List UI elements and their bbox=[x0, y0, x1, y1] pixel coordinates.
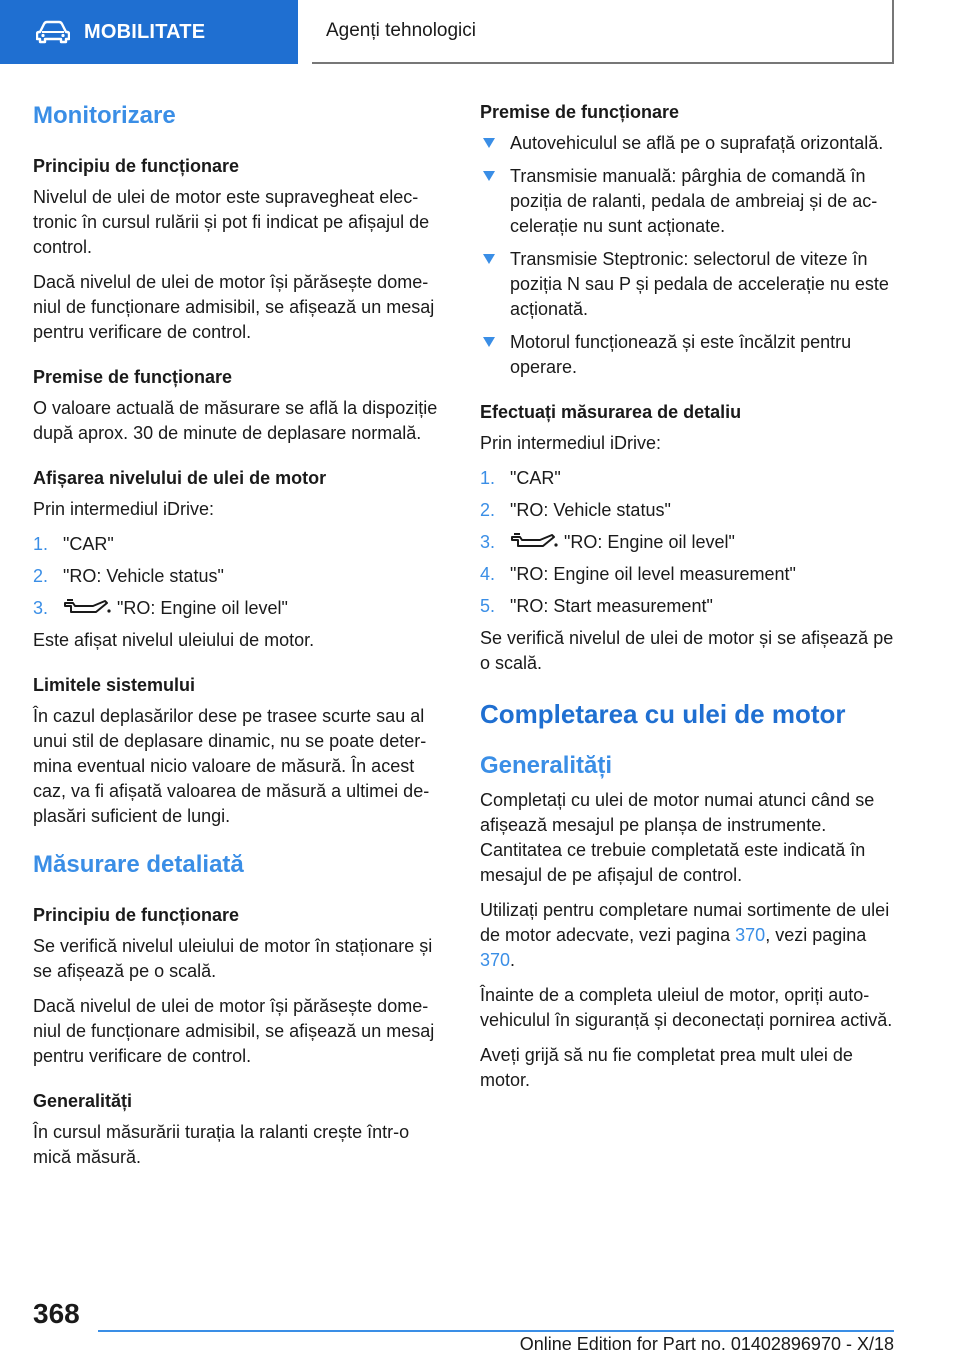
paragraph: Nivelul de ulei de motor este supravegheat electronic în cursul rulării și pot fi indicat pe afișajul de control. bbox=[33, 187, 430, 257]
block-efectuati bbox=[480, 400, 896, 676]
step-text: "RO: Vehicle status" bbox=[510, 500, 671, 520]
subheading: Generalități bbox=[33, 1091, 133, 1111]
paragraph-with-links bbox=[480, 898, 896, 973]
footer-divider bbox=[98, 1330, 894, 1332]
block-limitele bbox=[33, 673, 449, 829]
paragraph: Aveți grijă să nu fie completat prea mult ulei de motor. bbox=[480, 1045, 853, 1090]
page-link[interactable]: 370 bbox=[735, 925, 766, 945]
paragraph: Dacă nivelul de ulei de motor își părăsește domeniul de funcționare admisibil, se afișează un mesaj pentru verificare de control. bbox=[33, 272, 435, 342]
step-text: "RO: Engine oil level" bbox=[117, 598, 288, 618]
heading-generalitati: Generalități bbox=[480, 752, 613, 779]
step-text: "CAR" bbox=[63, 534, 114, 554]
list-item bbox=[480, 466, 896, 491]
heading-monitorizare: Monitorizare bbox=[33, 102, 176, 129]
subheading: Premise de funcționare bbox=[33, 367, 233, 387]
step-text: "RO: Vehicle status" bbox=[63, 566, 224, 586]
triangle-bullet-icon bbox=[483, 138, 495, 148]
paragraph: Completați cu ulei de motor numai atunci când se afișează mesajul pe planșa de instrumente. Cantitatea ce trebuie completată este indicată în mesajul de pe afișajul de control. bbox=[480, 790, 875, 885]
paragraph: În cursul măsurării turația la ralanti crește într-o mică măsură. bbox=[33, 1122, 410, 1167]
step-number: 3. bbox=[480, 532, 496, 552]
list-item bbox=[480, 164, 896, 239]
block-generalitati bbox=[33, 1089, 449, 1170]
subheading: Principiu de funcționare bbox=[33, 905, 240, 925]
block-afisarea bbox=[33, 466, 449, 653]
step-text: "CAR" bbox=[510, 468, 561, 488]
list-item bbox=[480, 330, 896, 380]
paragraph: Înainte de a completa uleiul de motor, opriți autovehiculul în siguranță și deconectați pornirea activă. bbox=[480, 985, 893, 1030]
step-text: "RO: Engine oil level measurement" bbox=[510, 564, 796, 584]
oil-can-icon bbox=[63, 597, 111, 617]
text: , vezi pagina bbox=[765, 925, 867, 945]
step-number: 5. bbox=[480, 596, 496, 616]
paragraph: În cazul deplasărilor dese pe trasee scurte sau al unui stil de deplasare dinamic, nu se poate determina eventual nicio valoare de măsură. În acest caz, va fi afișată valoarea de măsură a ultimei deplasări suficient de lungi. bbox=[33, 706, 430, 826]
step-number: 2. bbox=[33, 566, 49, 586]
page-link[interactable]: 370 bbox=[480, 950, 511, 970]
paragraph: Prin intermediul iDrive: bbox=[480, 433, 662, 453]
paragraph: Dacă nivelul de ulei de motor își părăsește domeniul de funcționare admisibil, se afișează un mesaj pentru verificare de control. bbox=[33, 996, 435, 1066]
subheading: Limitele sistemului bbox=[33, 675, 196, 695]
subheading: Afișarea nivelului de ulei de motor bbox=[33, 468, 327, 488]
block-principiu bbox=[33, 154, 449, 345]
steps-list bbox=[33, 532, 449, 621]
paragraph: O valoare actuală de măsurare se află la dispoziție după aprox. 30 de minute de deplasare normală. bbox=[33, 398, 438, 443]
list-item bbox=[33, 596, 449, 621]
list-item bbox=[33, 532, 449, 557]
block-premise bbox=[33, 365, 449, 446]
list-item bbox=[480, 530, 896, 555]
triangle-bullet-icon bbox=[483, 171, 495, 181]
left-column bbox=[33, 100, 449, 1190]
bullet-text: Motorul funcționează și este încălzit pentru operare. bbox=[510, 332, 852, 377]
block-principiu-2 bbox=[33, 903, 449, 1069]
step-number: 4. bbox=[480, 564, 496, 584]
step-number: 1. bbox=[480, 468, 496, 488]
paragraph: Prin intermediul iDrive: bbox=[33, 499, 215, 519]
triangle-bullet-icon bbox=[483, 337, 495, 347]
list-item bbox=[480, 131, 896, 156]
list-item bbox=[480, 247, 896, 322]
step-text: "RO: Engine oil level" bbox=[564, 532, 735, 552]
bullet-text: Transmisie Steptronic: selectorul de viteze în poziția N sau P și pedala de accelerație nu este acționată. bbox=[510, 249, 889, 319]
list-item bbox=[33, 564, 449, 589]
oil-can-icon bbox=[510, 531, 558, 551]
step-number: 3. bbox=[33, 598, 49, 618]
edition-footer: Online Edition for Part no. 01402896970 - X/18 bbox=[519, 1334, 894, 1354]
text: Utilizați pentru completare numai sortimente de ulei de motor adecvate, vezi pagina bbox=[480, 900, 890, 945]
subheading: Efectuați măsurarea de detaliu bbox=[480, 402, 742, 422]
right-column bbox=[480, 100, 896, 1103]
section-tab-mobilitate bbox=[0, 0, 298, 64]
step-text: "RO: Start measurement" bbox=[510, 596, 713, 616]
step-number: 2. bbox=[480, 500, 496, 520]
bullet-text: Transmisie manuală: pârghia de comandă în poziția de ralanti, pedala de ambreiaj și de accelerație nu sunt acționate. bbox=[510, 166, 878, 236]
triangle-bullet-icon bbox=[483, 254, 495, 264]
paragraph: Este afișat nivelul uleiului de motor. bbox=[33, 630, 315, 650]
heading-masurare: Măsurare detaliată bbox=[33, 851, 244, 878]
text: . bbox=[510, 950, 516, 970]
paragraph: Se verifică nivelul uleiului de motor în staționare și se afișează pe o scală. bbox=[33, 936, 433, 981]
section-title: MOBILITATE bbox=[84, 20, 206, 43]
steps-list bbox=[480, 466, 896, 619]
heading-completarea: Completarea cu ulei de motor bbox=[480, 699, 846, 729]
list-item bbox=[480, 562, 896, 587]
car-icon bbox=[36, 20, 70, 44]
list-item bbox=[480, 498, 896, 523]
list-item bbox=[480, 594, 896, 619]
bullet-text: Autovehiculul se află pe o suprafață orizontală. bbox=[510, 133, 884, 153]
step-number: 1. bbox=[33, 534, 49, 554]
paragraph: Se verifică nivelul de ulei de motor și se afișează pe o scală. bbox=[480, 628, 894, 673]
subheading: Principiu de funcționare bbox=[33, 156, 240, 176]
conditions-list bbox=[480, 131, 896, 380]
chapter-tab bbox=[312, 0, 894, 64]
page-number: 368 bbox=[33, 1298, 80, 1329]
chapter-title: Agenți tehnologici bbox=[326, 20, 476, 41]
subheading: Premise de funcționare bbox=[480, 102, 680, 122]
